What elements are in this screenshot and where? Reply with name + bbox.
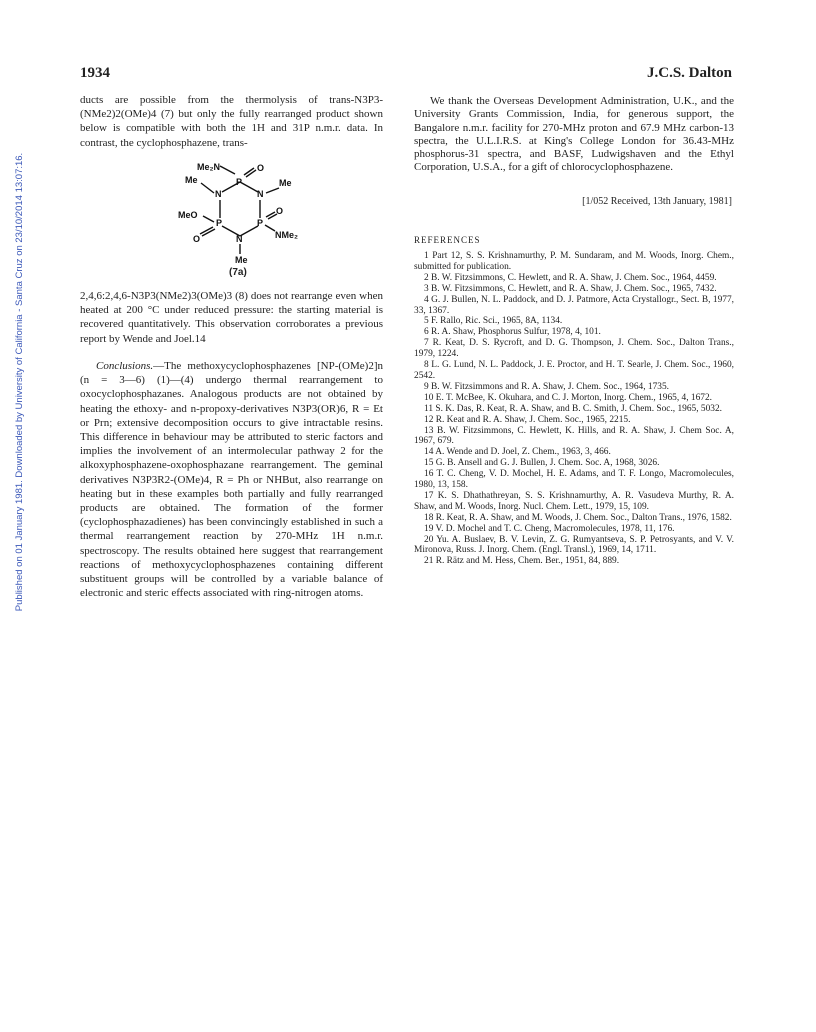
atom-label: P — [257, 218, 264, 228]
atom-label: NMe₂ — [275, 230, 299, 240]
atom-label: N — [257, 189, 264, 199]
left-paragraph-2 — [80, 289, 383, 346]
atom-label: Me₂N — [197, 162, 221, 172]
atom-label: O — [193, 234, 201, 244]
reference-item: 15 G. B. Ansell and G. J. Bullen, J. Chem. Soc. A, 1968, 3026. — [424, 458, 660, 469]
atom-label: N — [236, 234, 243, 244]
reference-item: 1 Part 12, S. S. Krishnamurthy, P. M. Sundaram, and M. Woods, Inorg. Chem., submitted for publication. — [414, 251, 734, 272]
reference-item: 20 Yu. A. Buslaev, B. V. Levin, Z. G. Rumyantseva, S. P. Petrosyants, and V. V. Mironova, Russ. J. Inorg. Chem. (Engl. Transl.), 1969, 14, 1711. — [414, 534, 734, 556]
atom-label: Me — [185, 175, 198, 185]
reference-item: 12 R. Keat and R. A. Shaw, J. Chem. Soc., 1965, 2215. — [424, 414, 631, 425]
atom-label: P — [236, 177, 243, 187]
reference-item: 4 G. J. Bullen, N. L. Paddock, and D. J. Patmore, Acta Crystallogr., Sect. B, 1977, 33, 1367. — [414, 294, 734, 316]
paragraph-text: ducts are possible from the thermolysis of trans-N3P3-(NMe2)2(OMe)4 (7) but only the fully rearranged product shown below is compatible with both the 1H and 31P n.m.r. data. In contrast, the cyclophosphazene, trans- — [80, 94, 383, 149]
reference-item: 21 R. Rätz and M. Hess, Chem. Ber., 1951, 84, 889. — [424, 556, 620, 567]
conclusions-text: —The methoxycyclophosphazenes [NP-(OMe)2]n (n = 3—6) (1)—(4) undergo thermal rearrangement to oxocyclophosphazanes. Analogous products are not obtained by heating the ethoxy- and n-propoxy-derivatives N3P3(OR)6, R = Et or Prn; extensive decomposition occurs to give intractable resins. This difference in behaviour may be attributed to steric factors and implies the involvement of an intermolecular pathway 2 for the alkoxyphosphazene-oxophosphazane rearrangement. The geminal derivatives N3P3R2-(OMe)4, R = Ph or NHBut, also rearrange on heating but in these examples both partially and fully rearranged products are obtained. The formation of the former (cyclophosphazadienes) has been convincingly established in such a thermal rearrangement reaction by 270-MHz 1H n.m.r. spectroscopy. The results obtained here suggest that rearrangement reactions of methoxycyclophosphazenes containing different substituent groups will be controlled by a variable balance of electronic and steric effects associated with ring-nitrogen atoms. — [80, 360, 383, 600]
atom-label: O — [257, 163, 265, 173]
reference-item: 8 L. G. Lund, N. L. Paddock, J. E. Proctor, and H. T. Searle, J. Chem. Soc., 1960, 2542. — [414, 360, 734, 381]
reference-item: 6 R. A. Shaw, Phosphorus Sulfur, 1978, 4, 101. — [424, 327, 601, 338]
reference-item: 14 A. Wende and D. Joel, Z. Chem., 1963, 3, 466. — [424, 447, 611, 458]
paragraph-text — [80, 359, 383, 600]
atom-label: O — [276, 206, 284, 216]
reference-item: 7 R. Keat, D. S. Rycroft, and D. G. Thompson, J. Chem. Soc., Dalton Trans., 1979, 1224. — [414, 338, 734, 360]
reference-item: 19 V. D. Mochel and T. C. Cheng, Macromolecules, 1978, 11, 176. — [424, 523, 675, 534]
references-list — [414, 251, 734, 567]
reference-item: 5 F. Rallo, Ric. Sci., 1965, 8A, 1134. — [424, 316, 563, 327]
atom-label: MeO — [178, 210, 198, 220]
reference-item: 18 R. Keat, R. A. Shaw, and M. Woods, J. Chem. Soc., Dalton Trans., 1976, 1582. — [424, 512, 732, 523]
journal-title: J.C.S. Dalton — [646, 65, 732, 81]
acknowledgements — [414, 95, 734, 175]
paragraph-text: We thank the Overseas Development Administration, U.K., and the University Grants Commission, India, for generous support, the Bangalore n.m.r. facility for 270-MHz proton and 67.9 MHz carbon-13 spectra, the U.L.I.R.S. at King's College London for 36.43-MHz phosphorus-31 spectra, and BASF, Ludwigshaven and the Ethyl Corporation, U.S.A., for a gift of chlorocyclophosphazene. — [414, 95, 734, 174]
references-heading: REFERENCES — [414, 235, 481, 245]
atom-label: Me — [235, 255, 248, 265]
conclusions-section — [80, 359, 383, 600]
reference-item: 2 B. W. Fitzsimmons, C. Hewlett, and R. A. Shaw, J. Chem. Soc., 1964, 4459. — [424, 272, 717, 283]
reference-item: 9 B. W. Fitzsimmons and R. A. Shaw, J. Chem. Soc., 1964, 1735. — [424, 381, 669, 392]
page-number: 1934 — [80, 65, 110, 81]
reference-item: 3 B. W. Fitzsimmons, C. Hewlett, and R. A. Shaw, J. Chem. Soc., 1965, 7432. — [424, 283, 717, 294]
atom-label: P — [216, 218, 223, 228]
download-stamp: Published on 01 January 1981. Downloaded by University of California - Santa Cruz on 23/10/2014 13:07:16. — [14, 152, 25, 612]
reference-item: 13 B. W. Fitzsimmons, C. Hewlett, K. Hills, and R. A. Shaw, J. Chem Soc. A, 1967, 679. — [414, 425, 734, 447]
atom-label: Me — [279, 178, 292, 188]
paragraph-text: 2,4,6:2,4,6-N3P3(NMe2)3(OMe)3 (8) does not rearrange even when heated at 200 °C under reduced pressure: the starting material is recovered quantitatively. This observation corroborates a previous report by Wende and Joel.14 — [80, 290, 383, 345]
left-paragraph-1 — [80, 93, 383, 150]
received-line: [1/052 Received, 13th January, 1981] — [582, 196, 732, 207]
section-heading: Conclusions. — [96, 360, 154, 372]
reference-item: 17 K. S. Dhathathreyan, S. S. Krishnamurthy, A. R. Vasudeva Murthy, R. A. Shaw, and M. Woods, Inorg. Nucl. Chem. Lett., 1979, 15, 109. — [414, 490, 734, 512]
chemical-structure — [165, 158, 315, 278]
reference-item: 10 E. T. McBee, K. Okuhara, and C. J. Morton, Inorg. Chem., 1965, 4, 1672. — [424, 392, 712, 403]
reference-item: 16 T. C. Cheng, V. D. Mochel, H. E. Adams, and T. F. Longo, Macromolecules, 1980, 13, 158. — [414, 469, 734, 491]
atom-label: N — [215, 189, 222, 199]
reference-item: 11 S. K. Das, R. Keat, R. A. Shaw, and B. C. Smith, J. Chem. Soc., 1965, 5032. — [424, 403, 723, 414]
figure-label: (7a) — [229, 267, 247, 278]
